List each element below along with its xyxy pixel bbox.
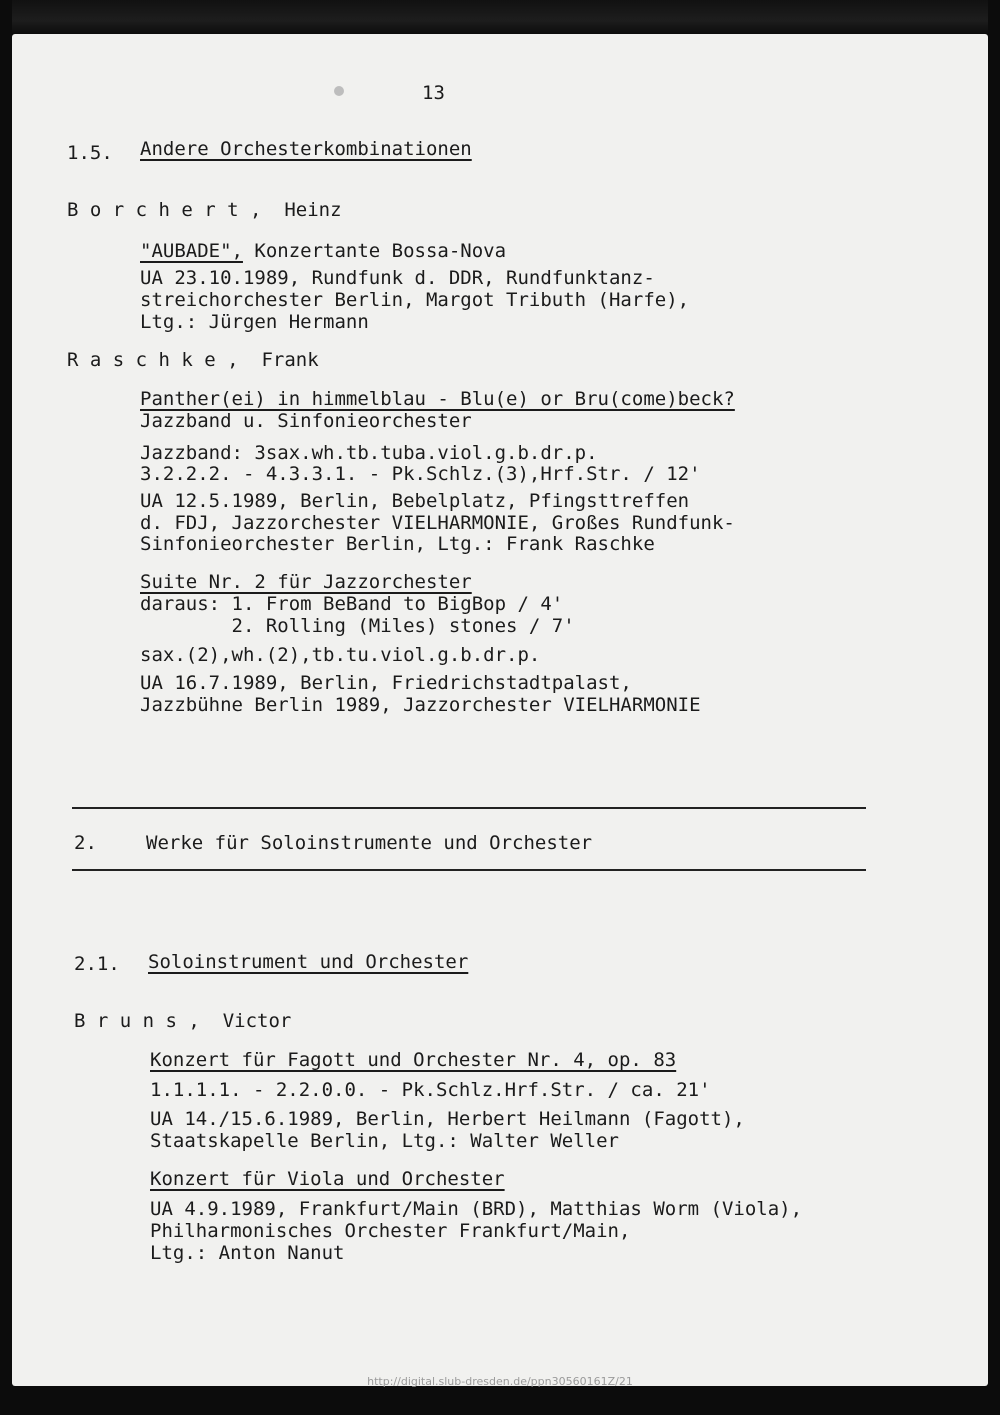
work-detail-line: streichorchester Berlin, Margot Tributh (Harfe),	[140, 289, 690, 311]
work-detail-line: UA 23.10.1989, Rundfunk d. DDR, Rundfunktanz-	[140, 267, 655, 289]
work-detail-line: Sinfonieorchester Berlin, Ltg.: Frank Raschke	[140, 533, 655, 555]
work-title: "AUBADE",	[140, 240, 243, 262]
work-detail-line: UA 4.9.1989, Frankfurt/Main (BRD), Matthias Worm (Viola),	[150, 1198, 803, 1220]
work-detail-line: Ltg.: Jürgen Hermann	[140, 311, 369, 333]
scan-top-edge	[12, 0, 988, 34]
work-detail-line: 1.1.1.1. - 2.2.0.0. - Pk.Schlz.Hrf.Str. / ca. 21'	[150, 1079, 711, 1101]
composer-name: B r u n s , Victor	[74, 1010, 292, 1032]
work-detail-line: UA 14./15.6.1989, Berlin, Herbert Heilmann (Fagott),	[150, 1108, 745, 1130]
work-detail-line: sax.(2),wh.(2),tb.tu.viol.g.b.dr.p.	[140, 644, 541, 666]
work-title: Panther(ei) in himmelblau - Blu(e) or Bru(come)beck?	[140, 388, 735, 410]
composer-name: R a s c h k e , Frank	[67, 349, 319, 371]
work-detail-line: Jazzband u. Sinfonieorchester	[140, 410, 472, 432]
punch-hole-mark	[334, 86, 344, 96]
work-detail-line: Ltg.: Anton Nanut	[150, 1242, 345, 1264]
work-detail-line: 3.2.2.2. - 4.3.3.1. - Pk.Schlz.(3),Hrf.Str. / 12'	[140, 463, 701, 485]
page-number: 13	[422, 82, 445, 104]
section-number: 2.1.	[74, 953, 120, 975]
work-detail-line: Staatskapelle Berlin, Ltg.: Walter Weller	[150, 1130, 619, 1152]
work-detail-line: UA 12.5.1989, Berlin, Bebelplatz, Pfingsttreffen	[140, 490, 690, 512]
work-title: Suite Nr. 2 für Jazzorchester	[140, 571, 472, 593]
document-page	[12, 34, 988, 1386]
composer-name: B o r c h e r t , Heinz	[67, 199, 342, 221]
work-detail-line: 2. Rolling (Miles) stones / 7'	[140, 615, 575, 637]
section-number: 1.5.	[67, 142, 113, 164]
work-title: Konzert für Viola und Orchester	[150, 1168, 505, 1190]
work-detail-line: UA 16.7.1989, Berlin, Friedrichstadtpalast,	[140, 672, 632, 694]
section-rule-top	[72, 807, 866, 809]
work-detail-line: Jazzband: 3sax.wh.tb.tuba.viol.g.b.dr.p.	[140, 442, 598, 464]
work-detail-line: Philharmonisches Orchester Frankfurt/Main,	[150, 1220, 631, 1242]
work-title-line	[140, 240, 506, 262]
section-rule-bottom	[72, 869, 866, 871]
section-title: Soloinstrument und Orchester	[148, 951, 469, 973]
work-detail-line: Jazzbühne Berlin 1989, Jazzorchester VIELHARMONIE	[140, 694, 701, 716]
section-title: Andere Orchesterkombinationen	[140, 138, 472, 160]
work-title: Konzert für Fagott und Orchester Nr. 4, op. 83	[150, 1049, 677, 1071]
section-number: 2.	[74, 832, 97, 854]
section-title: Werke für Soloinstrumente und Orchester	[146, 832, 593, 854]
work-subtitle: Konzertante Bossa-Nova	[242, 240, 507, 262]
source-url[interactable]: http://digital.slub-dresden.de/ppn30560161Z/21	[367, 1375, 633, 1388]
work-detail-line: daraus: 1. From BeBand to BigBop / 4'	[140, 593, 564, 615]
work-detail-line: d. FDJ, Jazzorchester VIELHARMONIE, Großes Rundfunk-	[140, 512, 735, 534]
